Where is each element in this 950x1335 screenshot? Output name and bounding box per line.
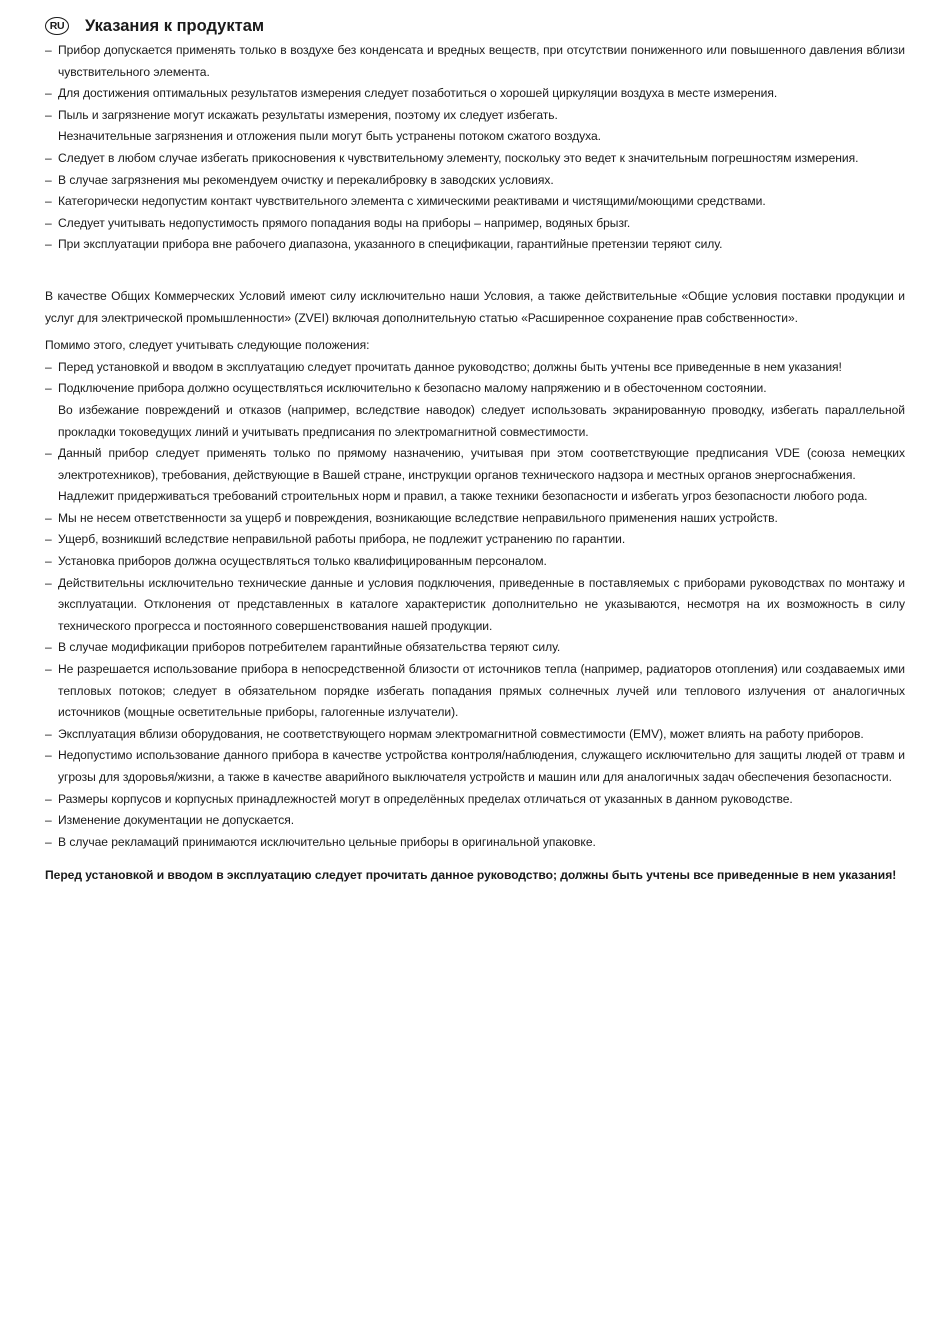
list-item-text: – Изменение документации не допускается. [58, 813, 295, 828]
list-item [45, 551, 905, 573]
list-item-text: – В случае рекламаций принимаются исключительно цельные приборы в оригинальной упаковке. [58, 834, 596, 849]
list-item-text: – При эксплуатации прибора вне рабочего диапазона, указанного в спецификации, гарантийные претензии теряют силу. [58, 237, 723, 252]
list-item-text: – Для достижения оптимальных результатов измерения следует позаботиться о хорошей циркуляции воздуха в месте измерения. [58, 86, 778, 101]
list-item [45, 234, 905, 256]
provisions-intro: Помимо этого, следует учитывать следующие положения: [45, 338, 370, 353]
page-title: Указания к продуктам [85, 16, 265, 35]
list-item-text: – Размеры корпусов и корпусных принадлежностей могут в определённых пределах отличаться от указанных в данном руководстве. [58, 791, 793, 806]
list-item-text: – Эксплуатация вблизи оборудования, не соответствующего нормам электромагнитной совместимости (EMV), может влиять на работу приборов. [58, 726, 864, 741]
list-item [45, 573, 905, 638]
list-item [45, 659, 905, 724]
list-item [45, 529, 905, 551]
list-item [45, 378, 905, 443]
list-item [45, 357, 905, 379]
list-item [45, 724, 905, 746]
list-item-text: – Недопустимо использование данного прибора в качестве устройства контроля/наблюдения, служащего исключительно для защиты людей от травм и угрозы для здоровья/жизни, а также в качестве аварийного выключателя устройств и машин или для аналогичных задач обеспечения безопасности. [58, 748, 905, 784]
list-item-text: – Подключение прибора должно осуществляться исключительно к безопасно малому напряжению и в обесточенном состоянии. [58, 381, 767, 396]
list-item-text: – Не разрешается использование прибора в непосредственной близости от источников тепла (например, радиаторов отопления) или создаваемых ими тепловых потоков; следует в обязательном порядке избегать попадания прямых солнечных лучей или теплового излучения от аналогичных источников (мощные осветительные приборы, галогенные излучатели). [58, 662, 905, 720]
list-item [45, 105, 905, 148]
list-item-text: Надлежит придерживаться требований строительных норм и правил, а также техники безопасности и избегать угроз безопасности любого рода. [58, 489, 868, 504]
list-item [45, 789, 905, 811]
list-item-text: – Следует в любом случае избегать прикосновения к чувствительному элементу, поскольку это ведет к значительным погрешностям измерения. [58, 150, 859, 165]
bold-warning: Перед установкой и вводом в эксплуатацию следует прочитать данное руководство; должны быть учтены все приведенные в нем указания! [45, 868, 897, 883]
list-item [45, 508, 905, 530]
list-item-text: – В случае загрязнения мы рекомендуем очистку и перекалибровку в заводских условиях. [58, 172, 554, 187]
list-item-text: – Перед установкой и вводом в эксплуатацию следует прочитать данное руководство; должны быть учтены все приведенные в нем указания! [58, 359, 842, 374]
page-header [45, 12, 905, 40]
list-item-text: – Пыль и загрязнение могут искажать результаты измерения, поэтому их следует избегать. [58, 107, 558, 122]
list-item-text: – Следует учитывать недопустимость прямого попадания воды на приборы – например, водяных брызг. [58, 215, 631, 230]
terms-paragraph: В качестве Общих Коммерческих Условий имеют силу исключительно наши Условия, а также действительные «Общие условия поставки продукции и услуг для электрической промышленности» (ZVEI) включая дополнительную статью «Расширенное сохранение прав собственности». [45, 288, 905, 325]
list-item-text: – Категорически недопустим контакт чувствительного элемента с химическими реактивами и чистящими/моющими средствами. [58, 194, 766, 209]
list-item-text: – В случае модификации приборов потребителем гарантийные обязательства теряют силу. [58, 640, 561, 655]
list-item-text: Во избежание повреждений и отказов (например, вследствие наводок) следует использовать экранированную проводку, избегать параллельной прокладки токоведущих линий и учитывать предписания по электромагнитной совместимости. [58, 402, 905, 439]
list-item-text: – Данный прибор следует применять только по прямому назначению, учитывая при этом соответствующие предписания VDE (союза немецких электротехников), требования, действующие в Вашей стране, инструкции органов технического надзора и местных органов энергоснабжения. [58, 446, 905, 482]
list-item [45, 40, 905, 83]
list-item [45, 213, 905, 235]
provisions-list [45, 357, 905, 854]
list-item [45, 745, 905, 788]
list-item-text: – Установка приборов должна осуществляться только квалифицированным персоналом. [58, 554, 547, 569]
list-item [45, 148, 905, 170]
list-item [45, 443, 905, 508]
list-item [45, 637, 905, 659]
list-item [45, 83, 905, 105]
product-notes-list [45, 40, 905, 256]
list-item-text: – Действительны исключительно технические данные и условия подключения, приведенные в поставляемых с приборами руководствах по монтажу и эксплуатации. Отклонения от представленных в каталоге характеристик дополнительно не указываются, несмотря на их возможность в силу технического прогресса и постоянного совершенствования нашей продукции. [58, 575, 905, 633]
list-item [45, 170, 905, 192]
list-item-text: – Мы не несем ответственности за ущерб и повреждения, возникающие вследствие неправильного применения наших устройств. [58, 510, 778, 525]
list-item [45, 832, 905, 854]
language-badge: RU [45, 17, 69, 35]
list-item [45, 810, 905, 832]
list-item-text: Незначительные загрязнения и отложения пыли могут быть устранены потоком сжатого воздуха. [58, 129, 601, 144]
list-item [45, 191, 905, 213]
list-item-text: – Прибор допускается применять только в воздухе без конденсата и вредных веществ, при отсутствии пониженного или повышенного давления вблизи чувствительного элемента. [58, 43, 905, 79]
list-item-text: – Ущерб, возникший вследствие неправильной работы прибора, не подлежит устранению по гарантии. [58, 532, 626, 547]
